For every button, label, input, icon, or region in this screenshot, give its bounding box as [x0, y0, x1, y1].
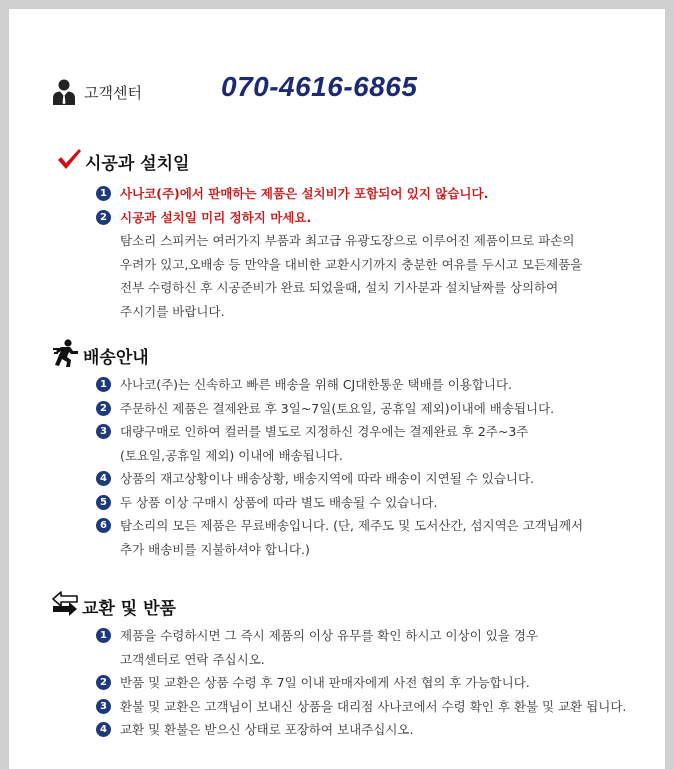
list-item: 2 반품 및 교환은 상품 수령 후 7일 이내 판매자에게 사전 협의 후 가능합니다.	[96, 671, 626, 695]
list-item: 3 대량구매로 인하여 컬러를 별도로 지정하신 경우에는 결제완료 후 2주~3주	[96, 420, 583, 444]
install-paragraph-line: 우려가 있고,오배송 등 만약을 대비한 교환시기까지 충분한 여유를 두시고 모든제품을	[120, 256, 583, 272]
list-item: 1 사나코(주)에서 판매하는 제품은 설치비가 포함되어 있지 않습니다.	[96, 182, 582, 206]
number-badge: 2	[96, 401, 111, 416]
list-item: 1 제품을 수령하시면 그 즉시 제품의 이상 유무를 확인 하시고 이상이 있을 경우	[96, 624, 626, 648]
number-badge: 1	[96, 377, 111, 392]
list-item: 1 사나코(주)는 신속하고 빠른 배송을 위해 CJ대한통운 택배를 이용합니다.	[96, 373, 583, 397]
list-item: 6 탐소리의 모든 제품은 무료배송입니다. (단, 제주도 및 도서산간, 섬지역은 고객님께서	[96, 514, 583, 538]
number-badge: 4	[96, 722, 111, 737]
install-list	[96, 182, 582, 323]
exchange-section-title: 교환 및 반품	[52, 591, 176, 622]
number-badge: 2	[96, 210, 111, 225]
person-icon	[52, 79, 76, 105]
list-item: 5 두 상품 이상 구매시 상품에 따라 별도 배송될 수 있습니다.	[96, 491, 583, 515]
exchange-arrows-icon	[52, 591, 78, 622]
number-badge: 3	[96, 699, 111, 714]
list-item: 2 시공과 설치일 미리 정하지 마세요.	[96, 206, 582, 230]
number-badge: 6	[96, 518, 111, 533]
list-item: 3 환불 및 교환은 고객님이 보내신 상품을 대리점 사나코에서 수령 확인 후 환불 및 교환 됩니다.	[96, 695, 626, 719]
customer-center	[52, 78, 142, 106]
running-person-icon	[53, 339, 79, 372]
phone-number[interactable]: 070-4616-6865	[221, 71, 418, 102]
number-badge: 1	[96, 186, 111, 201]
number-badge: 1	[96, 628, 111, 643]
list-item: 2 주문하신 제품은 결제완료 후 3일~7일(토요일, 공휴일 제외)이내에 배송됩니다.	[96, 397, 583, 421]
checkmark-icon	[57, 148, 81, 175]
install-paragraph-line: 탐소리 스피커는 여러가지 부품과 최고급 유광도장으로 이루어진 제품이므로 파손의	[120, 233, 575, 248]
list-item: 4 교환 및 환불은 받으신 상태로 포장하여 보내주십시오.	[96, 718, 626, 742]
list-item: 4 상품의 재고상황이나 배송상황, 배송지역에 따라 배송이 지연될 수 있습니다.	[96, 467, 583, 491]
customer-center-label: 고객센터	[84, 83, 142, 102]
install-paragraph-line: 주시기를 바랍니다.	[120, 303, 225, 319]
number-badge: 5	[96, 495, 111, 510]
number-badge: 4	[96, 471, 111, 486]
list-item-continuation: (토요일,공휴일 제외) 이내에 배송됩니다.	[120, 447, 343, 463]
exchange-list	[96, 624, 626, 742]
number-badge: 3	[96, 424, 111, 439]
number-badge: 2	[96, 675, 111, 690]
delivery-section-title: 배송안내	[53, 339, 149, 372]
delivery-list	[96, 373, 583, 561]
list-item-continuation: 추가 배송비를 지불하셔야 합니다.)	[120, 541, 310, 557]
install-paragraph-line: 전부 수령하신 후 시공준비가 완료 되었을때, 설치 기사분과 설치날짜를 상의하여	[120, 280, 559, 295]
install-section-title: 시공과 설치일	[57, 148, 189, 175]
list-item-continuation: 고객센터로 연락 주십시오.	[120, 651, 265, 667]
